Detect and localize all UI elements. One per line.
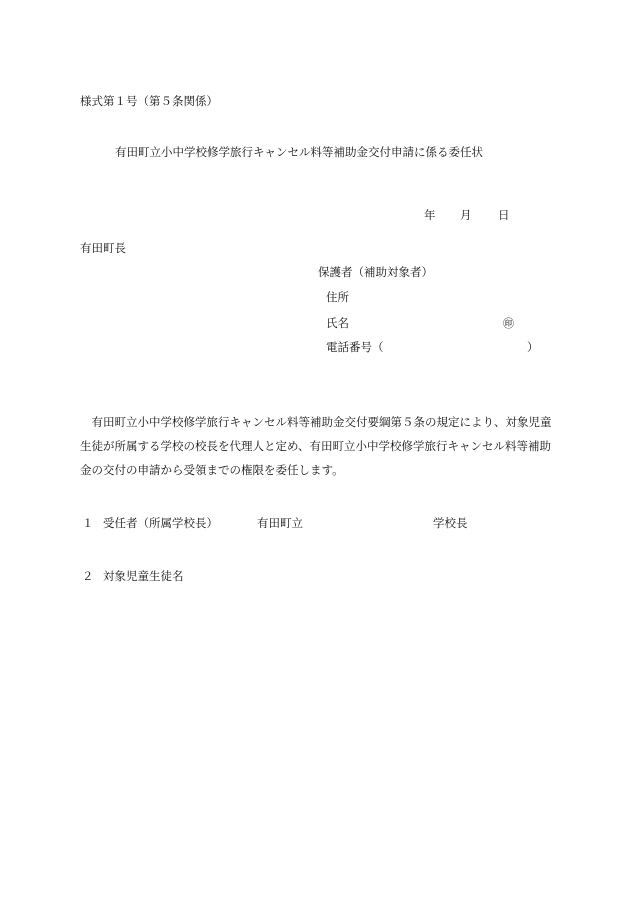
item-school-suffix: 学校長 bbox=[433, 516, 468, 530]
form-number: 様式第１号（第５条関係） bbox=[80, 94, 218, 108]
phone-label: 電話番号（ bbox=[326, 340, 384, 354]
name-label: 氏名 bbox=[326, 316, 349, 330]
addressee: 有田町長 bbox=[80, 241, 126, 255]
address-label: 住所 bbox=[326, 290, 349, 304]
item-number-1: １ bbox=[82, 516, 94, 530]
item-number-2: ２ bbox=[82, 569, 94, 583]
date-line bbox=[424, 210, 510, 222]
seal-icon: ㊞ bbox=[503, 317, 514, 330]
applicant-heading: 保護者（補助対象者） bbox=[318, 265, 433, 279]
item-label-students: 対象児童生徒名 bbox=[103, 569, 184, 583]
date-month-label: 月 bbox=[460, 208, 472, 222]
date-year-label: 年 bbox=[424, 208, 436, 222]
document-title: 有田町立小中学校修学旅行キャンセル料等補助金交付申請に係る委任状 bbox=[115, 145, 483, 159]
item-label-proxy: 受任者（所属学校長） bbox=[103, 516, 218, 530]
phone-close-paren: ） bbox=[527, 340, 539, 354]
delegation-statement: 有田町立小中学校修学旅行キャンセル料等補助金交付要綱第５条の規定により、対象児童生徒が所属する学校の校長を代理人と定め、有田町立小中学校修学旅行キャンセル料等補助金の交付の申請から受領までの権限を委任します。 bbox=[80, 415, 552, 477]
date-day-label: 日 bbox=[498, 208, 510, 222]
item-town-prefix: 有田町立 bbox=[257, 516, 303, 530]
